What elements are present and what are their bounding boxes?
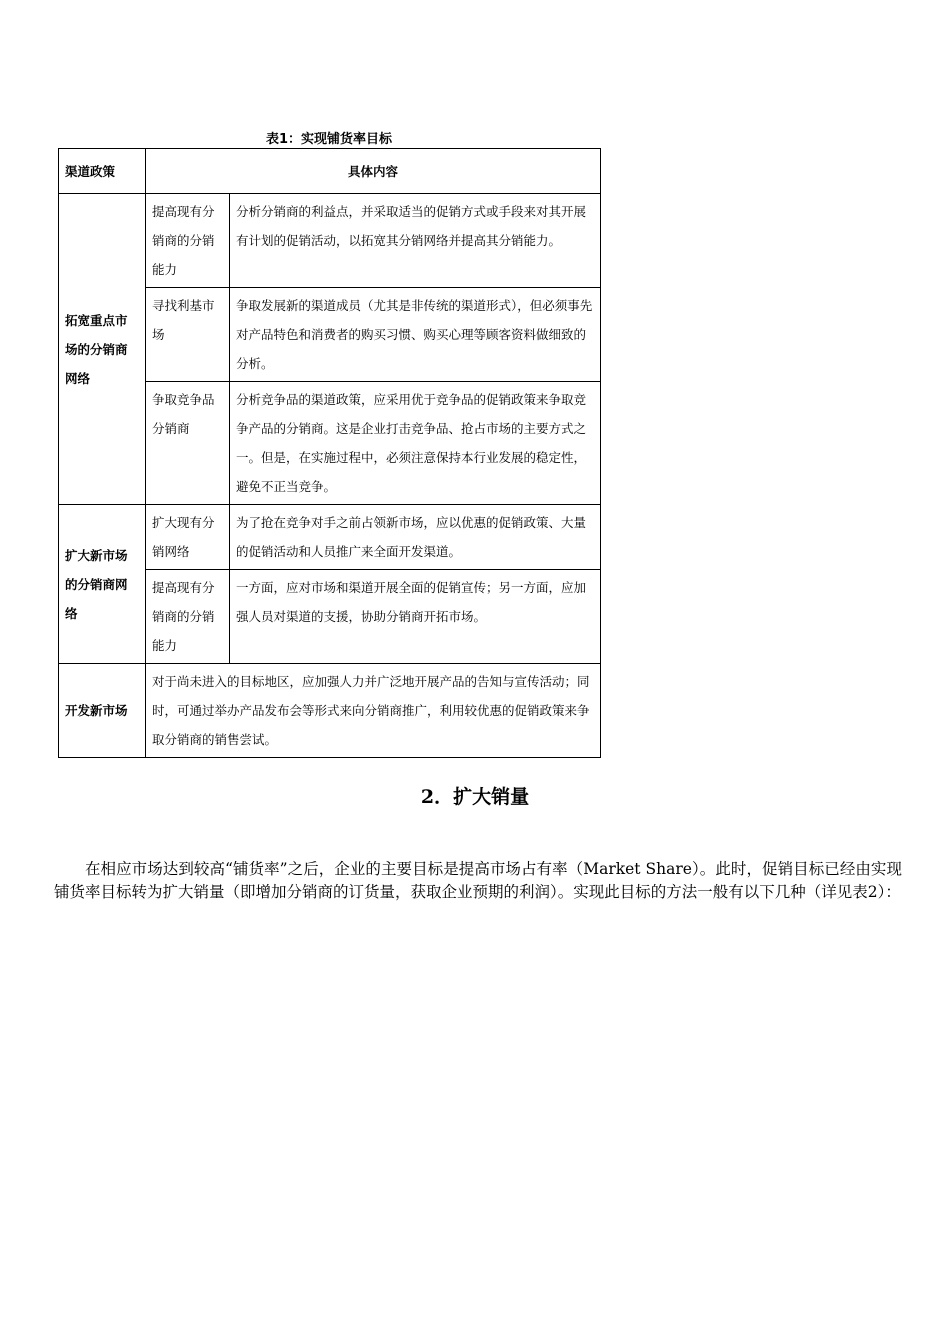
policy-cell: 拓宽重点市场的分销商网络 — [59, 194, 146, 505]
measure-cell: 提高现有分销商的分销能力 — [146, 570, 230, 664]
table-caption: 表1：实现铺货率目标 — [265, 132, 393, 147]
detail-cell: 分析竞争品的渠道政策，应采用优于竞争品的促销政策来争取竞争产品的分销商。这是企业打击竞争品、抢占市场的主要方式之一。但是，在实施过程中，必须注意保持本行业发展的稳定性，避免不正当竞争。 — [230, 382, 601, 505]
detail-cell: 争取发展新的渠道成员（尤其是非传统的渠道形式），但必须事先对产品特色和消费者的购买习惯、购买心理等顾客资料做细致的分析。 — [230, 288, 601, 382]
detail-cell: 分析分销商的利益点，并采取适当的促销方式或手段来对其开展有计划的促销活动，以拓宽其分销网络并提高其分销能力。 — [230, 194, 601, 288]
table-row — [59, 664, 601, 758]
detail-cell: 对于尚未进入的目标地区，应加强人力并广泛地开展产品的告知与宣传活动；同时，可通过举办产品发布会等形式来向分销商推广，利用较优惠的促销政策来争取分销商的销售尝试。 — [146, 664, 601, 758]
policy-cell: 扩大新市场的分销商网络 — [59, 505, 146, 664]
channel-policy-table — [58, 148, 601, 758]
section-heading: 2．扩大销量 — [420, 786, 530, 808]
table-row — [59, 194, 601, 288]
header-policy: 渠道政策 — [59, 149, 146, 194]
measure-cell: 争取竞争品分销商 — [146, 382, 230, 505]
measure-cell: 提高现有分销商的分销能力 — [146, 194, 230, 288]
measure-cell: 扩大现有分销网络 — [146, 505, 230, 570]
header-content: 具体内容 — [146, 149, 601, 194]
detail-cell: 一方面，应对市场和渠道开展全面的促销宣传；另一方面，应加强人员对渠道的支援，协助分销商开拓市场。 — [230, 570, 601, 664]
detail-cell: 为了抢在竞争对手之前占领新市场，应以优惠的促销政策、大量的促销活动和人员推广来全面开发渠道。 — [230, 505, 601, 570]
measure-cell: 寻找利基市场 — [146, 288, 230, 382]
table-row — [59, 505, 601, 570]
table-header-row — [59, 149, 601, 194]
policy-cell: 开发新市场 — [59, 664, 146, 758]
body-paragraph: 在相应市场达到较高“铺货率”之后，企业的主要目标是提高市场占有率（Market Share）。此时，促销目标已经由实现铺货率目标转为扩大销量（即增加分销商的订货量，获取企业预期的利润）。实现此目标的方法一般有以下几种（详见表2）： — [54, 859, 902, 901]
